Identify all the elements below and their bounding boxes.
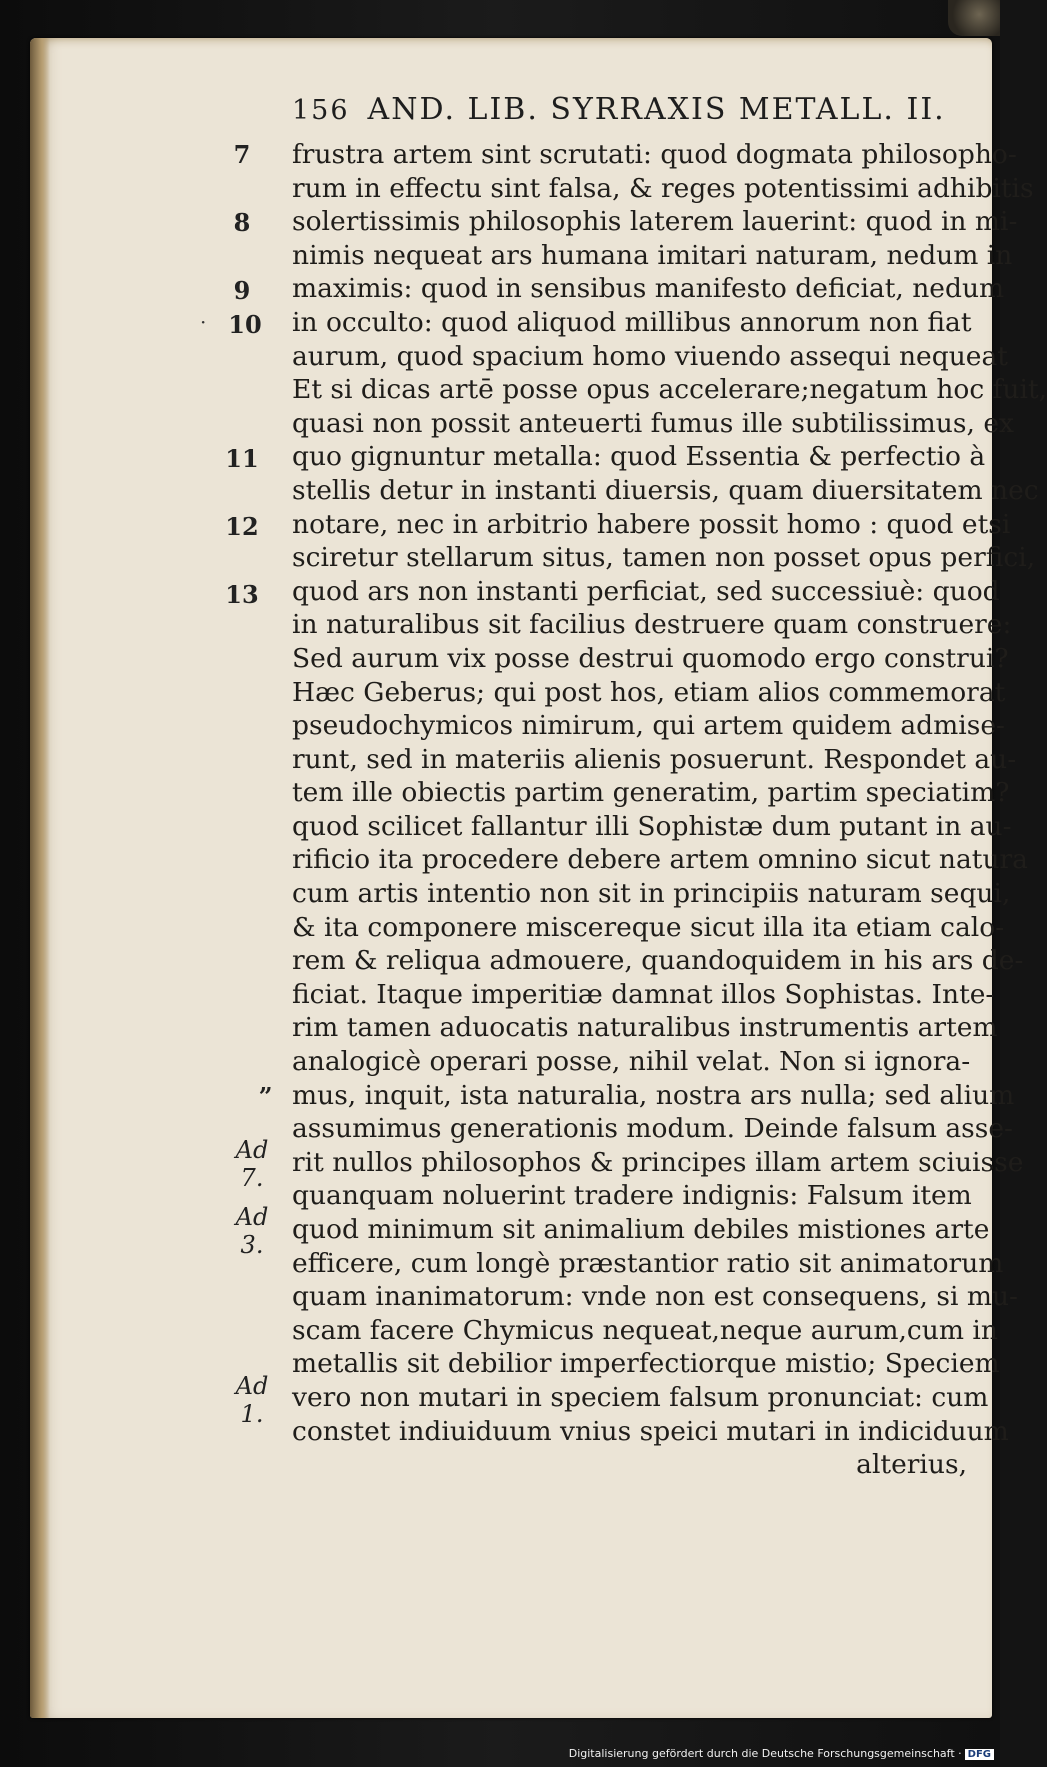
margin-number-7: 7 [233,140,251,169]
text-line: aurum, quod spacium homo viuendo assequi nequeat [292,340,1008,372]
text-line: & ita componere miscereque sicut illa ita etiam calo- [292,911,1005,943]
margin-note-ad3: Ad 3. [235,1203,269,1259]
text-line: quanquam noluerint tradere indignis: Falsum item [292,1180,972,1212]
margin-note-ad7: Ad 7. [235,1136,269,1192]
text-line: in occulto: quod aliquod millibus annorum non fiat [292,306,972,338]
text-line: assumimus generationis modum. Deinde falsum asse- [292,1113,1013,1145]
page-number: 156 [292,95,350,126]
margin-number-13: 13 [225,580,259,609]
margin-dot: · [200,310,207,334]
text-line: cum artis intentio non sit in principiis naturam sequi, [292,878,1011,910]
running-header [292,92,946,132]
text-line: efficere, cum longè præstantior ratio sit animatorum [292,1247,1004,1279]
text-line: quod ars non instanti perficiat, sed successiuè: quod [292,575,1000,607]
text-line: sciretur stellarum situs, tamen non posset opus perfici, [292,542,1036,574]
body-text [292,138,1047,1482]
text-line: Sed aurum vix posse destrui quomodo ergo construi? [292,642,1009,674]
margin-number-11: 11 [225,444,259,473]
text-line: quod scilicet fallantur illi Sophistæ dum putant in au- [292,810,1012,842]
text-line: rim tamen aduocatis naturalibus instrumentis artem [292,1012,998,1044]
text-line: tem ille obiectis partim generatim, partim speciatim? [292,777,1010,809]
text-line: metallis sit debilior imperfectiorque mistio; Speciem [292,1348,1000,1380]
text-line: rum in effectu sint falsa, & reges potentissimi adhibitis [292,172,1034,204]
text-line: ficiat. Itaque imperitiæ damnat illos Sophistas. Inte- [292,978,995,1010]
text-line: solertissimis philosophis laterem lauerint: quod in mi- [292,206,1018,238]
margin-number-8: 8 [233,208,251,237]
text-line: Et si dicas artē posse opus accelerare;negatum hoc fuit, [292,374,1047,406]
text-line: stellis detur in instanti diuersis, quam diuersitatem nec [292,474,1039,506]
digitization-credit [569,1747,994,1760]
margin-number-10: 10 [228,310,262,339]
text-line: runt, sed in materiis alienis posuerunt. Respondet au- [292,743,1017,775]
text-line: nimis nequeat ars humana imitari naturam, nedum in [292,239,1013,271]
text-line: quasi non possit anteuerti fumus ille subtilissimus, ex [292,407,1014,439]
text-line: in naturalibus sit facilius destruere quam construere: [292,609,1012,641]
text-line: analogicè operari posse, nihil velat. Non si ignora- [292,1046,971,1078]
margin-number-9: 9 [233,276,251,305]
corner-clip [948,0,1000,36]
running-title: AND. LIB. SYRRAXIS METALL. II. [367,92,946,127]
text-line: Hæc Geberus; qui post hos, etiam alios commemorat [292,676,1006,708]
margin-note-ad1: Ad 1. [235,1372,269,1428]
credit-text: Digitalisierung gefördert durch die Deutsche Forschungsgemeinschaft · [568,1747,962,1760]
margin-quote-mark: „ [259,1068,273,1097]
text-line: pseudochymicos nimirum, qui artem quidem admise- [292,710,1005,742]
text-line: scam facere Chymicus nequeat,neque aurum,cum in [292,1314,998,1346]
text-line: rit nullos philosophos & principes illam artem sciuisse [292,1146,1024,1178]
text-line: rem & reliqua admouere, quandoquidem in his ars de- [292,945,1024,977]
text-line: mus, inquit, ista naturalia, nostra ars nulla; sed alium [292,1079,1015,1111]
text-line: rificio ita procedere debere artem omnino sicut natura [292,844,1028,876]
text-line: quod minimum sit animalium debiles mistiones arte [292,1214,990,1245]
text-line: quam inanimatorum: vnde non est consequens, si mu- [292,1281,1019,1313]
dfg-logo: DFG [965,1749,994,1760]
text-line: vero non mutari in speciem falsum pronunciat: cum [292,1381,989,1413]
page-binding-edge [30,38,50,1718]
catchword: alterius, [856,1449,967,1481]
margin-number-12: 12 [225,512,259,541]
text-line: notare, nec in arbitrio habere possit homo : quod etsi [292,508,1011,540]
text-line: maximis: quod in sensibus manifesto deficiat, nedum [292,273,1005,305]
text-line: quo gignuntur metalla: quod Essentia & perfectio à [292,441,986,473]
text-line: constet indiuiduum vnius speici mutari in indiciduum [292,1415,1009,1447]
text-line: frustra artem sint scrutati: quod dogmata philosopho- [292,139,1017,170]
